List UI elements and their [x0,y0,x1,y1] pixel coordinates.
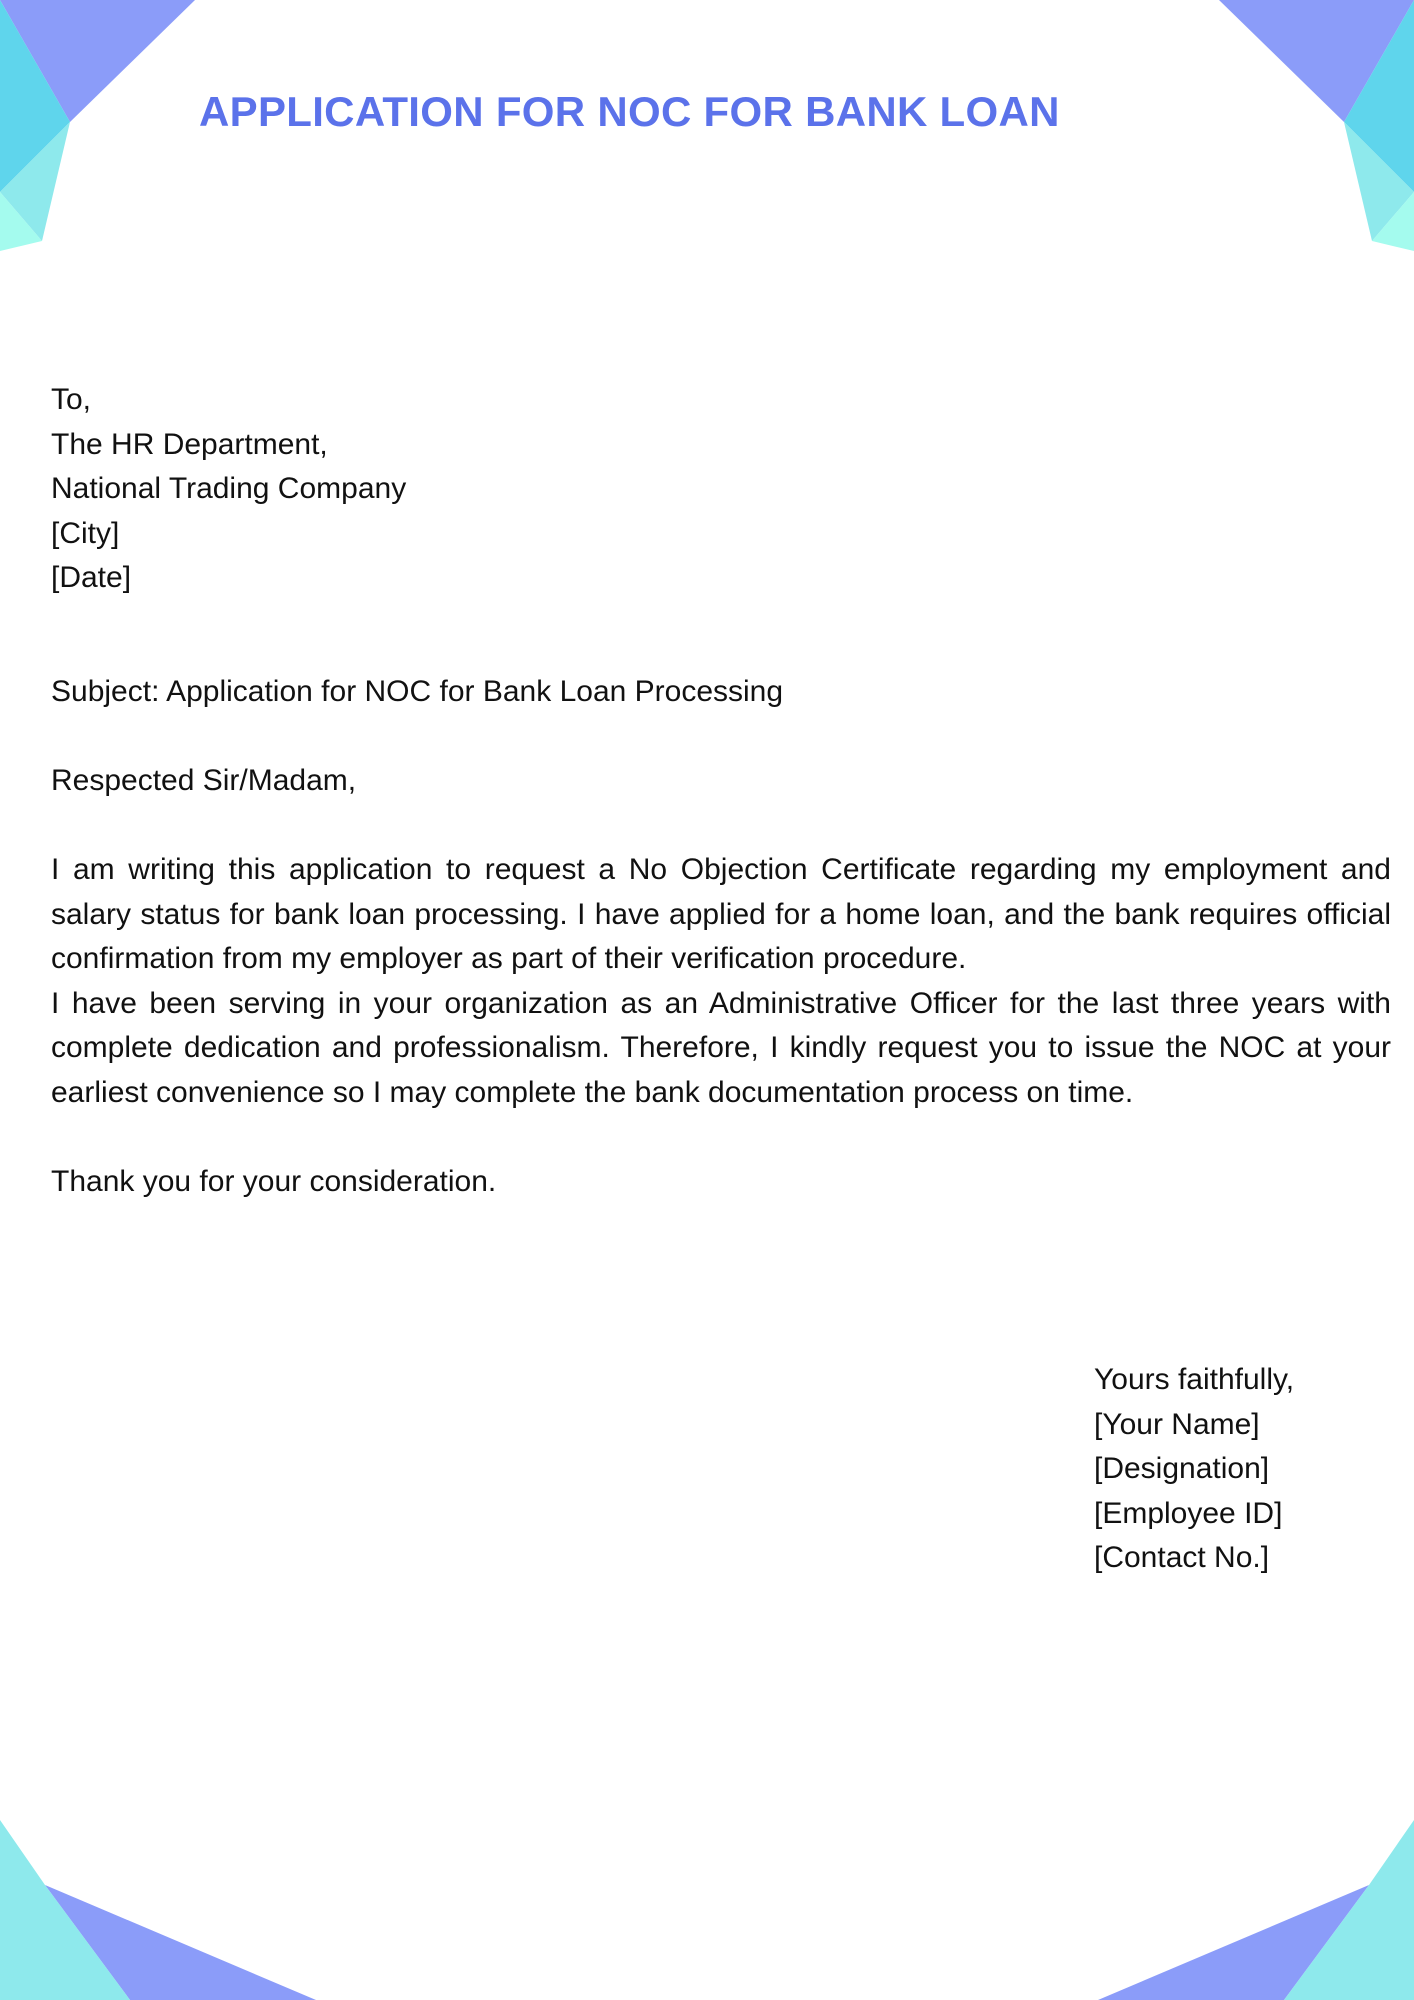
corner-decoration-bottom-right [1084,1820,1414,2000]
signoff-block [1094,1358,1294,1581]
signoff-line: [Designation] [1094,1452,1270,1485]
recipient-line: To, [51,383,92,416]
letter-body [51,848,1391,1115]
corner-decoration-top-right [1214,0,1414,260]
signoff-line: [Employee ID] [1094,1496,1283,1530]
body-paragraph: I have been serving in your organization as an Administrative Officer for the last three years with complete dedication and professionalism. Therefore, I kindly request you to issue the NOC at your earliest convenience so I may complete the bank documentation process on time. [51,986,1391,1109]
recipient-line: [Date] [51,561,132,594]
recipient-block [51,378,1391,601]
recipient-line: [City] [51,516,120,550]
corner-decoration-bottom-left [0,1820,330,2000]
signoff-line: [Contact No.] [1094,1541,1270,1574]
signoff-line: Yours faithfully, [1094,1363,1295,1396]
signoff-line: [Your Name] [1094,1407,1260,1441]
document-title: APPLICATION FOR NOC FOR BANK LOAN [199,88,1060,135]
subject-line: Subject: Application for NOC for Bank Loan Processing [51,675,784,708]
corner-decoration-top-left [0,0,200,260]
body-paragraph: I am writing this application to request a No Objection Certificate regarding my employment and salary status for bank loan processing. I have applied for a home loan, and the bank requires official confirmation from my employer as part of their verification procedure. [51,853,1391,975]
closing-thanks: Thank you for your consideration. [51,1165,497,1198]
recipient-line: National Trading Company [51,472,407,505]
salutation: Respected Sir/Madam, [51,764,357,797]
recipient-line: The HR Department, [51,427,328,461]
